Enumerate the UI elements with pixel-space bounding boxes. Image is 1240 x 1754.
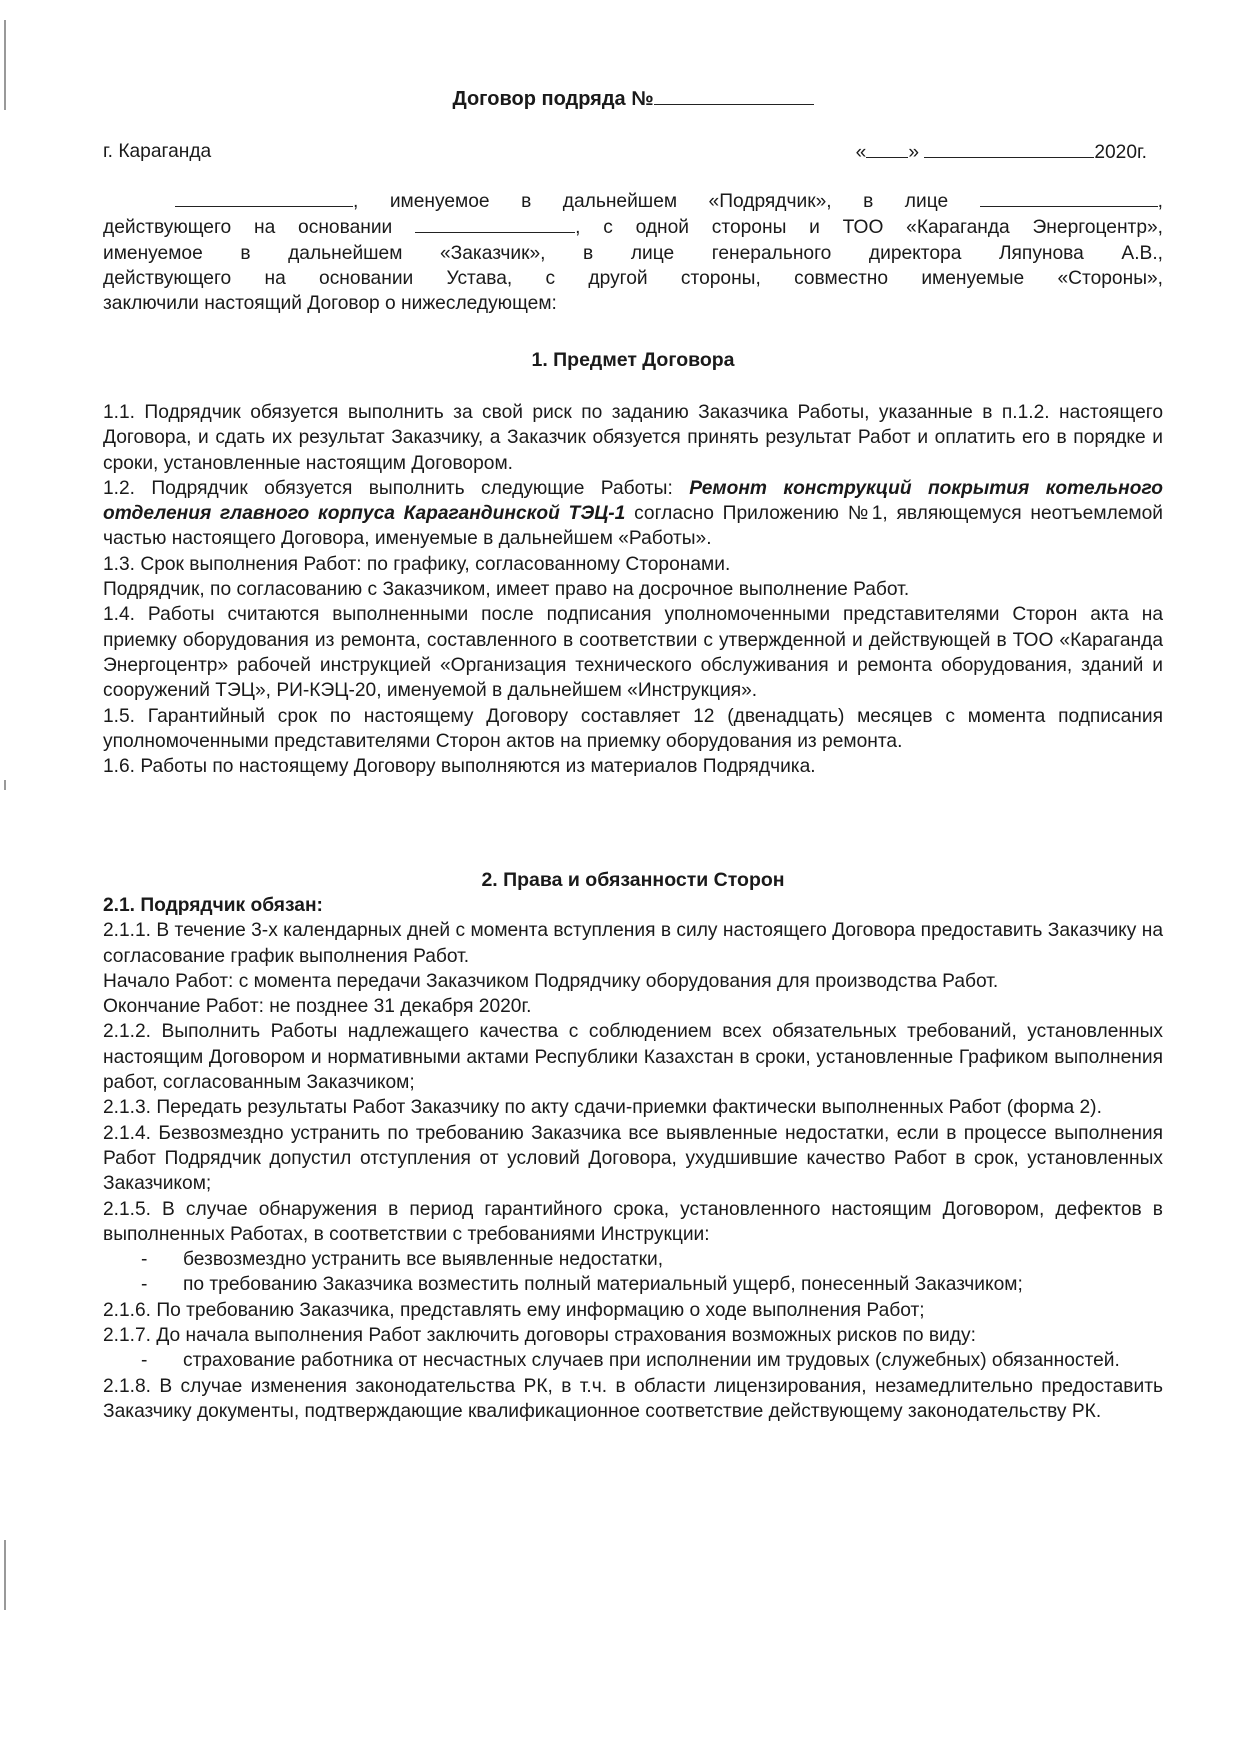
- clause-2-1-1-end: Окончание Работ: не позднее 31 декабря 2020г.: [103, 996, 532, 1018]
- clause-2-1-7: 2.1.7. До начала выполнения Работ заключить договоры страхования возможных рисков по виду:: [103, 1325, 976, 1347]
- clause-2-1-6: 2.1.6. По требованию Заказчика, представлять ему информацию о ходе выполнения Работ;: [103, 1299, 925, 1321]
- clause-1-3: 1.3. Срок выполнения Работ: по графику, согласованному Сторонами.: [103, 553, 731, 575]
- clause-2-1-1: 2.1.1. В течение 3-х календарных дней с момента вступления в силу настоящего Договора предоставить Заказчику на согласование график выполнения Работ.: [103, 920, 1163, 967]
- contract-date: « » 2020г.: [856, 139, 1147, 165]
- contract-title: Договор подряда №: [103, 86, 1163, 112]
- preamble-line-1: , именуемое в дальнейшем «Подрядчик», в лице ,: [103, 188, 1163, 214]
- clause-1-5: 1.5. Гарантийный срок по настоящему Договору составляет 12 (двенадцать) месяцев с момента подписания уполномоченными представителями Сторон актов на приемку оборудования из ремонта.: [103, 705, 1163, 752]
- clause-2-1-8: 2.1.8. В случае изменения законодательства РК, в т.ч. в области лицензирования, незамедлительно предоставить Заказчику документы, подтверждающие квалификационное соответствие действующему законодательству РК.: [103, 1375, 1163, 1422]
- clause-1-1: 1.1. Подрядчик обязуется выполнить за свой риск по заданию Заказчика Работы, указанные в п.1.2. настоящего Договора, и сдать их результат Заказчику, а Заказчик обязуется принять результат Работ и оплатить его в порядке и сроки, установленные настоящим Договором.: [103, 402, 1163, 474]
- month-blank: [924, 139, 1094, 158]
- section-1-body: [103, 400, 1163, 779]
- contractor-representative-blank: [980, 188, 1158, 207]
- subsection-2-1-title: 2.1. Подрядчик обязан:: [103, 895, 323, 916]
- preamble-line-4: действующего на основании Устава, с другой стороны, совместно именуемые «Стороны»,: [103, 267, 1163, 289]
- section-2-title: 2. Права и обязанности Сторон: [481, 869, 785, 891]
- contractor-name-blank: [175, 188, 353, 207]
- clause-1-3-note: Подрядчик, по согласованию с Заказчиком, имеет право на досрочное выполнение Работ.: [103, 579, 910, 601]
- clause-2-1-5: 2.1.5. В случае обнаружения в период гарантийного срока, установленного настоящим Договором, дефектов в выполненных Работах, в соответствии с требованиями Инструкции:: [103, 1198, 1163, 1245]
- clause-2-1-1-start: Начало Работ: с момента передачи Заказчиком Подрядчику оборудования для производства Работ.: [103, 970, 999, 992]
- clause-1-2: 1.2. Подрядчик обязуется выполнить следующие Работы: Ремонт конструкций покрытия котельного отделения главного корпуса Карагандинской ТЭЦ-1 согласно Приложению №1, являющемуся неотъемлемой частью настоящего Договора, именуемые в дальнейшем «Работы».: [103, 477, 1163, 550]
- preamble: [103, 188, 1163, 316]
- contract-number-blank: [654, 86, 814, 105]
- list-item: - по требованию Заказчика возместить полный материальный ущерб, понесенный Заказчиком;: [141, 1274, 1023, 1296]
- list-item: - безвозмездно устранить все выявленные недостатки,: [141, 1249, 664, 1271]
- section-2-body: [103, 893, 1163, 1424]
- section-1-title: 1. Предмет Договора: [531, 349, 735, 371]
- city-label: г. Караганда: [103, 141, 212, 162]
- preamble-line-2: действующего на основании , с одной стороны и ТОО «Караганда Энергоцентр»,: [103, 214, 1163, 240]
- clause-1-6: 1.6. Работы по настоящему Договору выполняются из материалов Подрядчика.: [103, 756, 816, 778]
- clause-2-1-3: 2.1.3. Передать результаты Работ Заказчику по акту сдачи-приемки фактически выполненных Работ (форма 2).: [103, 1097, 1102, 1119]
- works-name: Ремонт конструкций покрытия котельного отделения главного корпуса Карагандинской ТЭЦ-1: [103, 477, 1163, 525]
- preamble-line-5: заключили настоящий Договор о нижеследующем:: [103, 293, 557, 315]
- clause-2-1-2: 2.1.2. Выполнить Работы надлежащего качества с соблюдением всех обязательных требований, установленных настоящим Договором и нормативными актами Республики Казахстан в сроки, установленные Графиком выполнения работ, согласованным Заказчиком;: [103, 1021, 1163, 1094]
- day-blank: [866, 139, 908, 158]
- scan-edge-marks: [0, 0, 12, 1754]
- list-item: - страхование работника от несчастных случаев при исполнении им трудовых (служебных) обязанностей.: [141, 1350, 1120, 1372]
- preamble-line-3: именуемое в дальнейшем «Заказчик», в лице генерального директора Ляпунова А.В.,: [103, 242, 1163, 264]
- clause-2-1-4: 2.1.4. Безвозмездно устранить по требованию Заказчика все выявленные недостатки, если в процессе выполнения Работ Подрядчик допустил отступления от условий Договора, ухудшившие качество Работ в срок, установленных Заказчиком;: [103, 1122, 1163, 1195]
- clause-1-4: 1.4. Работы считаются выполненными после подписания уполномоченными представителями Сторон акта на приемку оборудования из ремонта, составленного в соответствии с утвержденной и действующей в ТОО «Караганда Энергоцентр» рабочей инструкцией «Организация технического обслуживания и ремонта оборудования, зданий и сооружений ТЭЦ», РИ-КЭЦ-20, именуемой в дальнейшем «Инструкция».: [103, 604, 1163, 702]
- basis-document-blank: [415, 214, 575, 233]
